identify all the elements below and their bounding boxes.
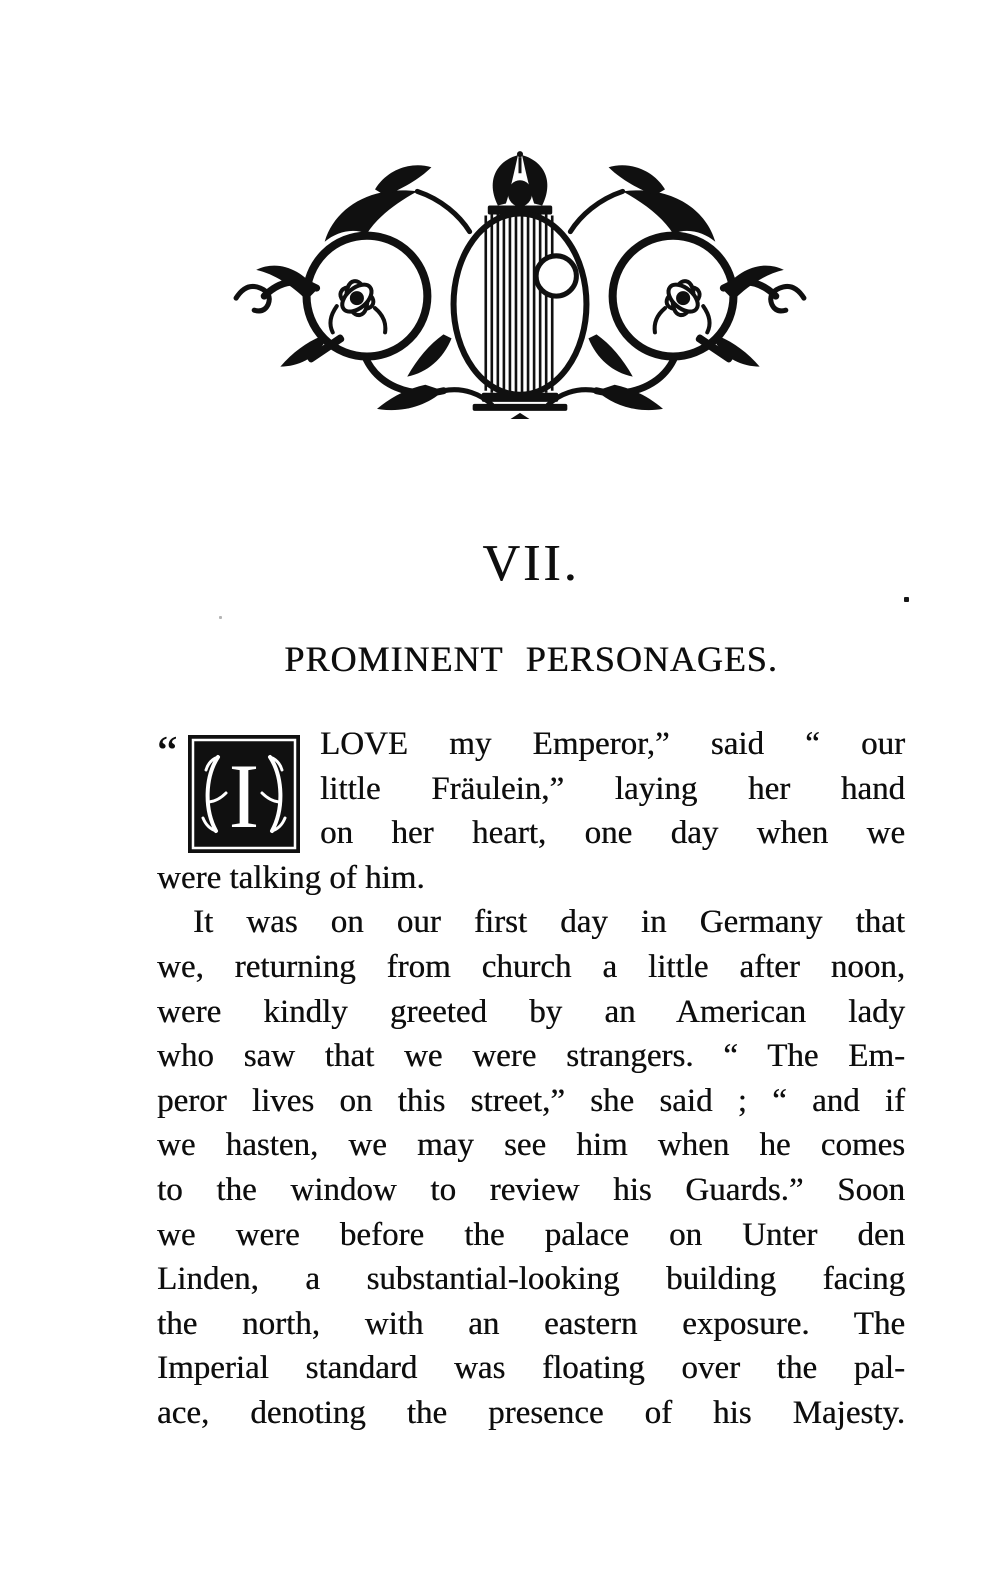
text-line: were kindly greeted by an American lady xyxy=(157,993,905,1030)
text-line: we were before the palace on Unter den xyxy=(157,1216,905,1253)
floral-vignette-graphic xyxy=(228,143,812,419)
body-text xyxy=(157,722,905,1436)
text-line: on her heart, one day when we xyxy=(320,815,905,852)
text-line: little Fräulein,” laying her hand xyxy=(320,770,905,807)
chapter-number: VII. xyxy=(482,535,580,592)
text-line: It was on our first day in Germany that xyxy=(193,904,905,941)
text-line: who saw that we were strangers. “ The Em- xyxy=(157,1038,905,1075)
ink-speck xyxy=(904,597,909,602)
dropcap-ornament-i xyxy=(188,735,300,853)
text-line: LOVE my Emperor,” said “ our xyxy=(320,726,905,762)
text-line: Linden, a substantial-looking building facing xyxy=(157,1261,905,1298)
header-ornament xyxy=(228,143,812,419)
text-line: the north, with an eastern exposure. The xyxy=(157,1305,905,1342)
text-line: were talking of him. xyxy=(157,859,425,896)
opening-quote: “ xyxy=(157,726,178,777)
ink-speck xyxy=(219,616,222,619)
text-line: Imperial standard was floating over the pal- xyxy=(157,1350,905,1387)
text-line: peror lives on this street,” she said ; “ and if xyxy=(157,1082,905,1119)
dropcap-letter: I xyxy=(228,745,260,847)
paragraph-2 xyxy=(157,900,905,1435)
text-line: we, returning from church a little after noon, xyxy=(157,948,905,985)
text-line: to the window to review his Guards.” Soon xyxy=(157,1171,905,1208)
chapter-title: PROMINENT PERSONAGES. xyxy=(284,639,778,679)
text-line: we hasten, we may see him when he comes xyxy=(157,1127,905,1164)
paragraph-1 xyxy=(157,722,905,900)
dropcap-block xyxy=(157,722,320,852)
text-line: ace, denoting the presence of his Majesty. xyxy=(157,1394,905,1431)
